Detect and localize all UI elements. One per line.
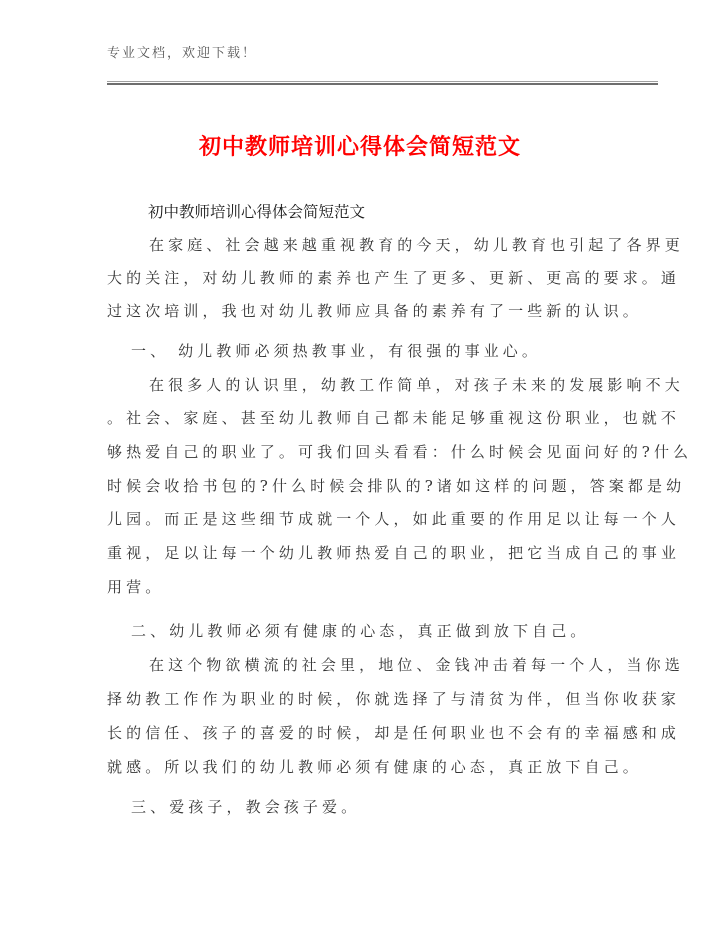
section-heading-1: 一、 幼儿教师必须热教事业，有很强的事业心。: [131, 342, 541, 360]
document-title: 初中教师培训心得体会简短范文: [198, 135, 521, 160]
paragraph-line: 时候会收拾书包的?什么时候会排队的?诸如这样的问题，答案都是幼: [107, 477, 686, 495]
divider-line-top: [107, 81, 658, 82]
paragraph-line: 择幼教工作作为职业的时候，你就选择了与清贫为伴，但当你收获家: [107, 690, 681, 708]
paragraph-line: 在这个物欲横流的社会里，地位、金钱冲击着每一个人，当你选: [149, 656, 684, 674]
header-divider: [107, 81, 658, 85]
header-note: 专业文档，欢迎下载！: [107, 46, 258, 61]
divider-line-bottom: [107, 83, 658, 85]
section-heading-2: 二、幼儿教师必须有健康的心态，真正做到放下自己。: [131, 622, 590, 640]
paragraph-line: 儿园。而正是这些细节成就一个人，如此重要的作用足以让每一个人: [107, 510, 681, 528]
paragraph-line: 在很多人的认识里，幼教工作简单，对孩子未来的发展影响不大: [149, 376, 684, 394]
paragraph-line: 就感。所以我们的幼儿教师必须有健康的心态，真正放下自己。: [107, 758, 642, 776]
paragraph-line: 大的关注，对幼儿教师的素养也产生了更多、更新、更高的要求。通: [107, 269, 681, 287]
paragraph-line: 用营。: [107, 578, 165, 596]
paragraph-line: 。社会、家庭、甚至幼儿教师自己都未能足够重视这份职业，也就不: [107, 409, 681, 427]
paragraph-line: 过这次培训，我也对幼儿教师应具备的素养有了一些新的认识。: [107, 302, 642, 320]
paragraph-line: 长的信任、孩子的喜爱的时候，却是任何职业也不会有的幸福感和成: [107, 724, 681, 742]
paragraph-line: 重视，足以让每一个幼儿教师热爱自己的职业，把它当成自己的事业: [107, 544, 681, 562]
paragraph-line: 在家庭、社会越来越重视教育的今天，幼儿教育也引起了各界更: [149, 236, 684, 254]
paragraph-line: 够热爱自己的职业了。可我们回头看看：什么时候会见面问好的?什么: [107, 443, 693, 461]
document-subtitle: 初中教师培训心得体会简短范文: [148, 203, 366, 221]
section-heading-3: 三、爱孩子，教会孩子爱。: [131, 798, 361, 816]
